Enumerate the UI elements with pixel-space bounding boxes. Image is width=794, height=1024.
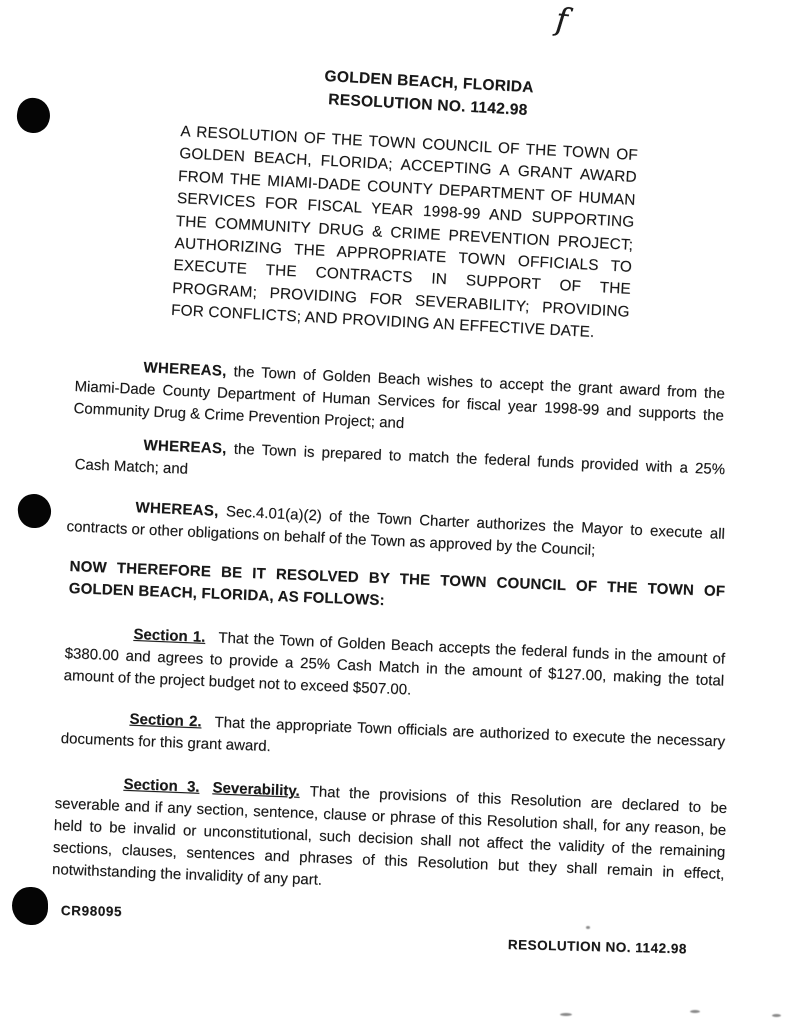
section-3-heading: Section 3.: [123, 775, 200, 796]
whereas-text: the Town of Golden Beach wishes to accept the grant award from the Miami-Dade County Department of Human Services for fiscal year 1998-99 and supports the Community Drug & Crime Prevention Project; and: [73, 362, 726, 432]
doc-code: CR98095: [60, 903, 123, 920]
hole-punch-top: [15, 96, 53, 135]
section-3-text: That the provisions of this Resolution are declared to be severable and if any section, sentence, clause or phrase of this Resolution shall, for any reason, be held to be invalid or unconstitutional, such decision shall not affect the validity of the remaining sections, clauses, sentences and phrases of this Resolution but they shall remain in effect, notwithstanding the invalidity of any part.: [51, 783, 728, 889]
whereas-text: the Town is prepared to match the federal funds provided with a 25% Cash Match; and: [74, 440, 726, 479]
title-line-city: GOLDEN BEACH, FLORIDA: [324, 67, 535, 97]
section-2-paragraph: [60, 706, 725, 775]
whereas-clause-3: [66, 494, 725, 568]
scan-speck: [690, 1010, 700, 1013]
section-1-heading: Section 1.: [133, 625, 206, 646]
section-1-paragraph: [63, 621, 725, 715]
section-2-text: That the appropriate Town officials are authorized to execute the necessary documents for this grant award.: [60, 713, 726, 756]
scan-speck: [586, 926, 590, 929]
document-title: [250, 61, 608, 126]
section-3-subheading: Severability.: [212, 779, 301, 800]
whereas-lead: WHEREAS,: [143, 436, 228, 458]
whereas-lead: WHEREAS,: [143, 359, 228, 380]
section-2-heading: Section 2.: [129, 710, 202, 731]
scan-speck: [772, 1014, 781, 1017]
footer-resolution-ref: RESOLUTION NO. 1142.98: [507, 937, 688, 957]
whereas-text: Sec.4.01(a)(2) of the Town Charter authorizes the Mayor to execute all contracts or other obligations on behalf of the Town as approved by the Council;: [66, 502, 726, 559]
hole-punch-middle: [16, 492, 52, 529]
section-3-paragraph: [52, 771, 728, 908]
section-1-text: That the Town of Golden Beach accepts the federal funds in the amount of $380.00 and agrees to provide a 25% Cash Match in the amount of $127.00, making the total amount of the project budget not to exceed $507.00.: [63, 629, 726, 699]
pen-mark: f: [554, 1, 570, 39]
title-line-resolution-number: RESOLUTION NO. 1142.98: [327, 91, 528, 119]
resolved-clause: NOW THEREFORE BE IT RESOLVED BY THE TOWN COUNCIL OF THE TOWN OF GOLDEN BEACH, FLORIDA, AS FOLLOWS:: [68, 557, 726, 610]
scan-speck: [560, 1013, 572, 1016]
hole-punch-bottom: [12, 887, 48, 925]
whereas-lead: WHEREAS,: [135, 499, 220, 520]
resolution-preamble: A RESOLUTION OF THE TOWN COUNCIL OF THE TOWN OF GOLDEN BEACH, FLORIDA; ACCEPTING A GRANT AWARD FROM THE MIAMI-DADE COUNTY DEPARTMENT OF HUMAN SERVICES FOR FISCAL YEAR 1998-99 AND SUPPORTING THE COMMUNITY DRUG & CRIME PREVENTION PROJECT; AUTHORIZING THE APPROPRIATE TOWN OFFICIALS TO EXECUTE THE CONTRACTS IN SUPPORT OF THE PROGRAM; PROVIDING FOR SEVERABILITY; PROVIDING FOR CONFLICTS; AND PROVIDING AN EFFECTIVE DATE.: [170, 122, 639, 342]
